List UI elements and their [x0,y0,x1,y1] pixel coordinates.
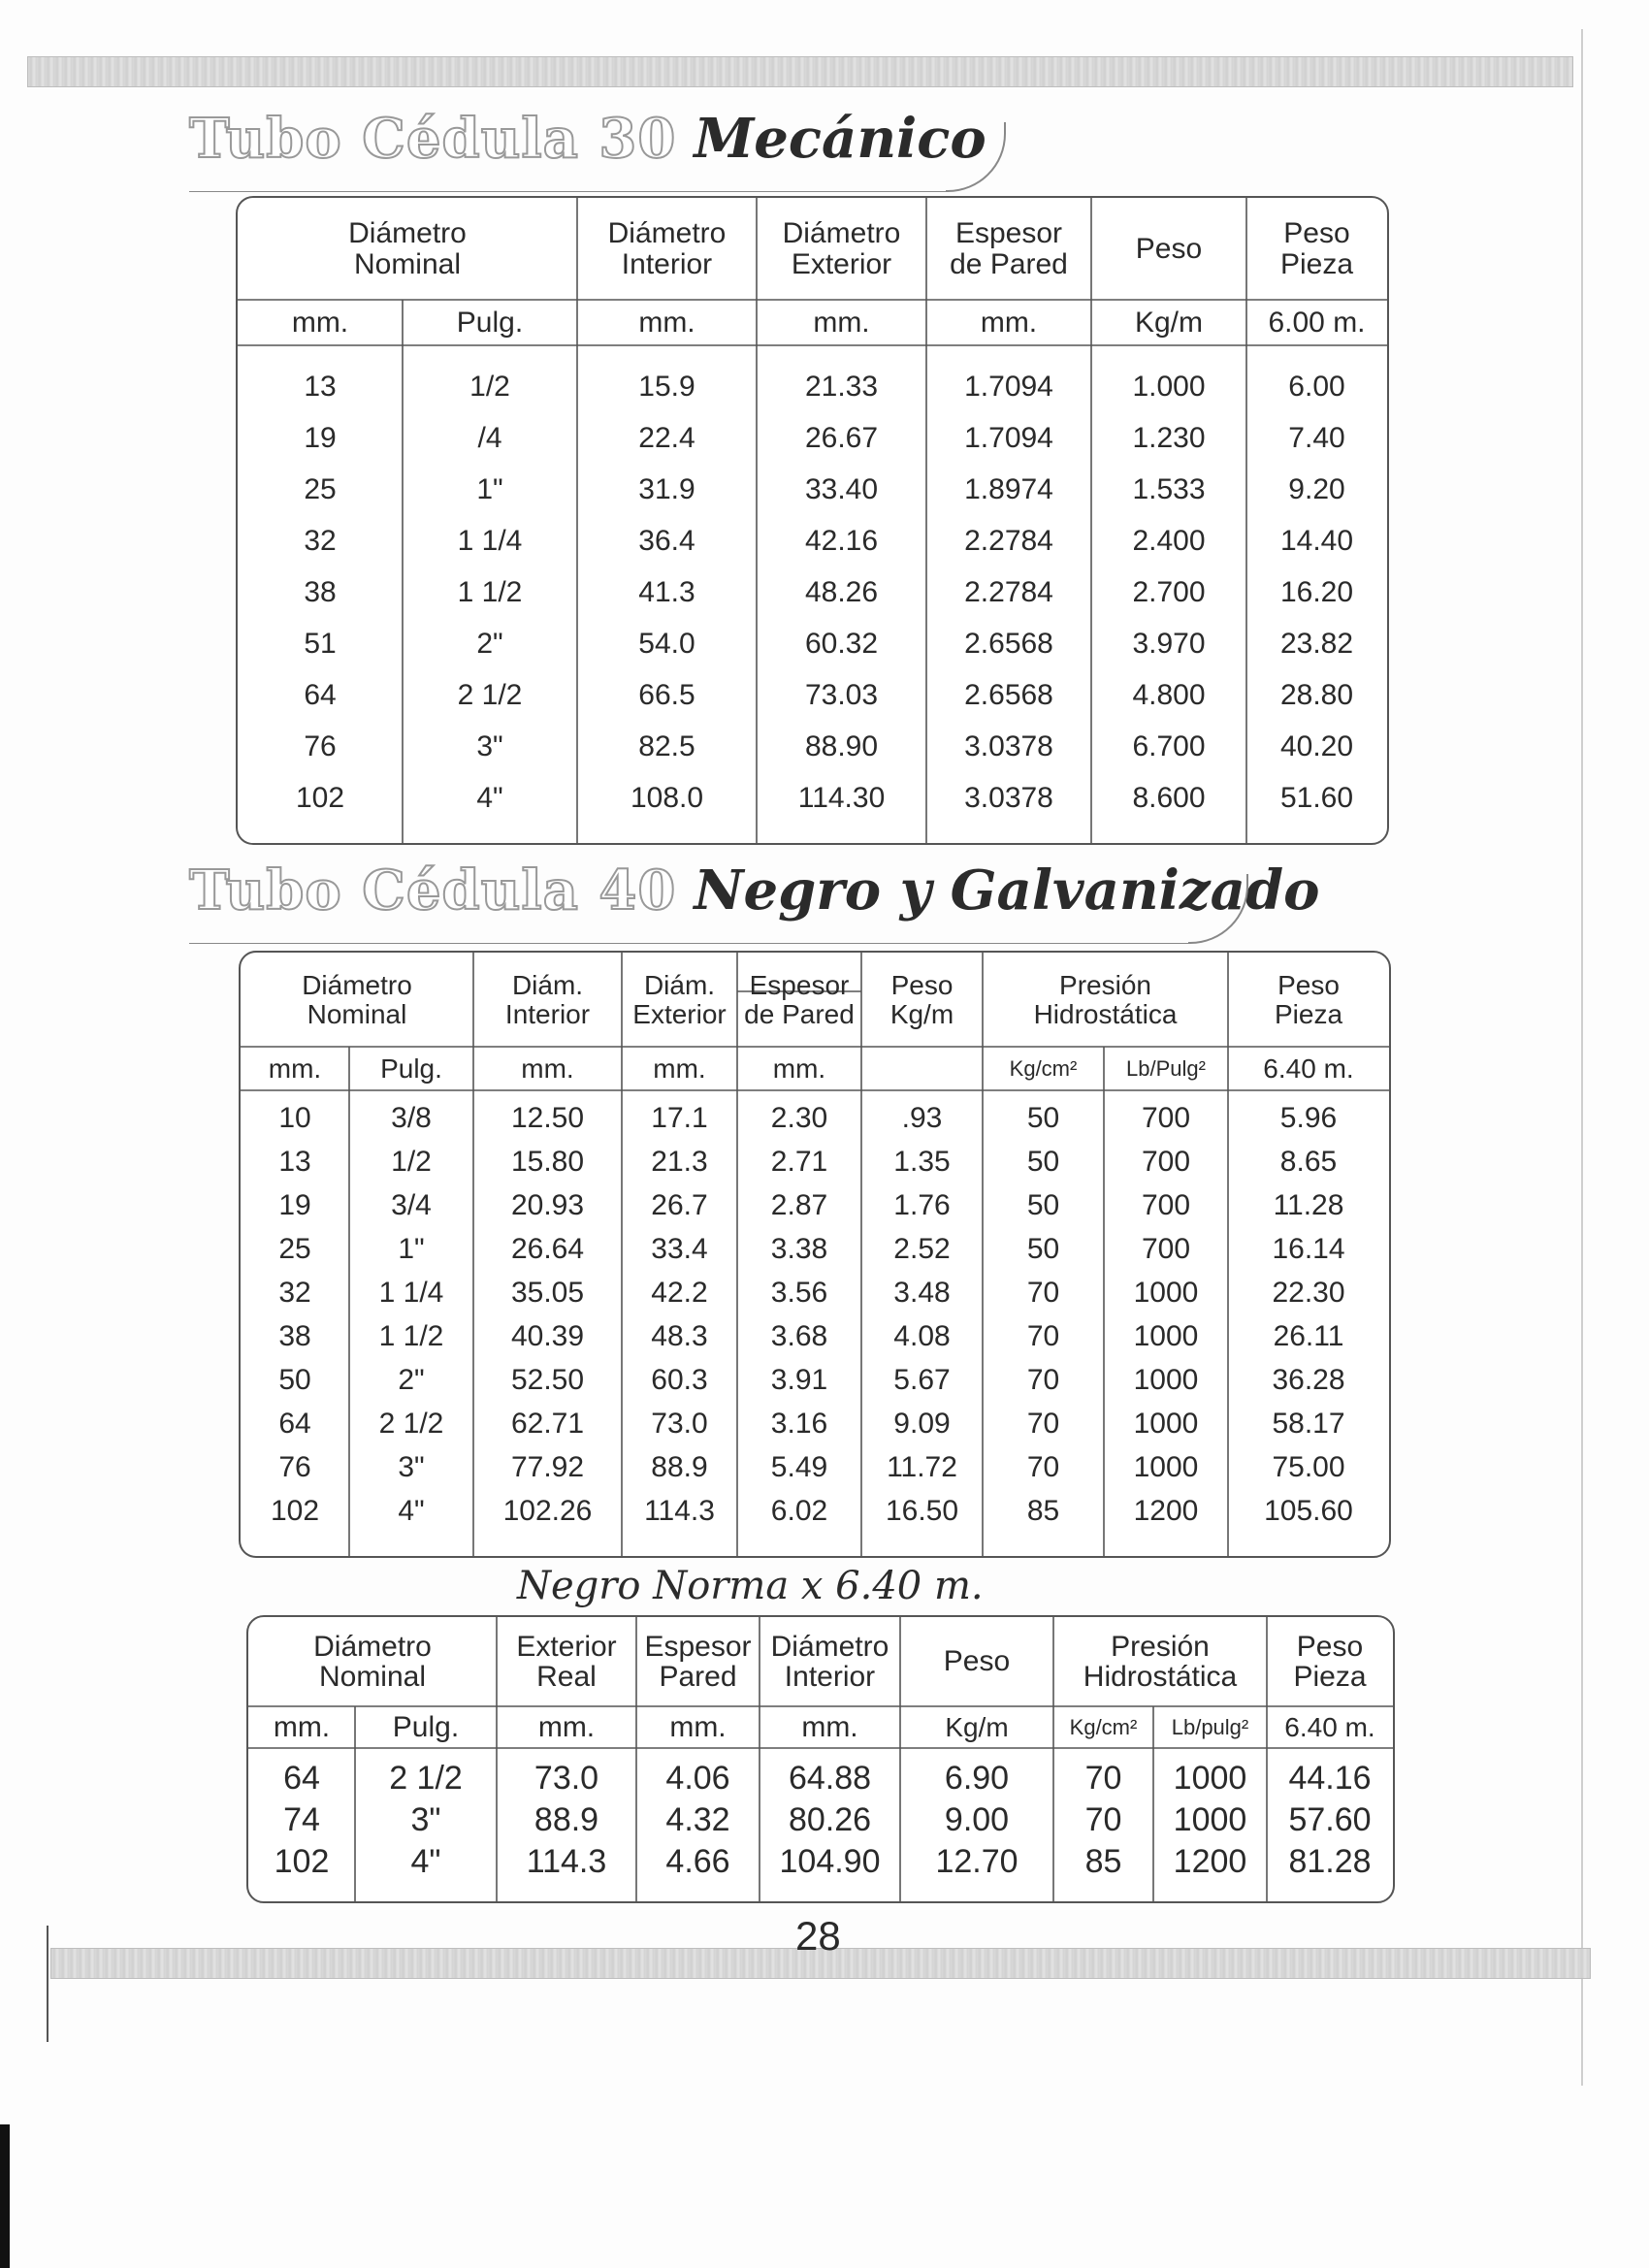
left-rule [47,1926,48,2042]
t2-cell: 70 [1026,1450,1060,1483]
t2-unit-3: mm. [653,1053,706,1084]
t2-cell: 4" [398,1494,425,1527]
t1-cell: 1 1/2 [457,575,523,608]
t2-cell: 3.16 [770,1407,828,1440]
t3-cell: 6.90 [944,1759,1010,1797]
t1-cell: 1.230 [1132,421,1206,454]
t1-cell: 13 [304,370,337,403]
t2-cell: 1.35 [893,1145,951,1178]
t2-cell: 11.28 [1273,1188,1344,1221]
t2-cell: 1.76 [893,1188,951,1221]
t2-cell: 17.1 [651,1101,708,1134]
t2-cell: 105.60 [1264,1494,1353,1527]
t3-cell: 4.66 [665,1842,730,1880]
t1-cell: 28.80 [1279,678,1354,711]
t2-header-3: Espesor de Pared [744,970,855,1029]
t2-cell: 3.68 [770,1319,828,1352]
t3-cell: 73.0 [534,1759,599,1797]
t2-cell: 1 1/4 [378,1276,444,1309]
t2-cell: 25 [278,1232,311,1265]
t1-cell: 15.9 [638,370,695,403]
t2-cell: .93 [901,1101,943,1134]
bottom-black-strip [0,2124,10,2268]
t2-cell: 22.30 [1272,1276,1345,1309]
t3-cell: 4" [410,1842,441,1880]
t3-cell: 9.00 [944,1800,1010,1838]
t1-cell: 1.7094 [964,421,1053,454]
t2-cell: 3/8 [391,1101,432,1134]
t2-cell: 700 [1141,1145,1191,1178]
t1-cell: 6.700 [1132,729,1206,762]
t1-cell: 76 [304,729,337,762]
t2-cell: 2 1/2 [378,1407,444,1440]
t2-cell: 1000 [1133,1407,1199,1440]
t1-cell: 1.8974 [964,472,1053,505]
t2-cell: 4.08 [893,1319,951,1352]
t2-cell: 3.48 [893,1276,951,1309]
t1-unit-1: Pulg. [456,306,524,339]
t3-cell: 64.88 [788,1759,872,1797]
t1-cell: 2.6568 [964,627,1053,660]
t3-header-0: Diámetro Nominal [313,1630,432,1693]
t1-cell: 3.0378 [964,781,1053,814]
t1-header-5: Peso Pieza [1279,217,1354,280]
t1-cell: 4.800 [1132,678,1206,711]
t2-cell: 10 [278,1101,311,1134]
t2-cell: 50 [1026,1145,1060,1178]
t1-cell: 31.9 [638,472,695,505]
section1-title [189,107,986,184]
t1-cell: 51.60 [1279,781,1354,814]
t2-unit-8: 6.40 m. [1263,1053,1354,1084]
t1-cell: /4 [477,421,502,454]
t2-cell: 16.14 [1272,1232,1345,1265]
t2-cell: 16.50 [885,1494,959,1527]
t2-cell: 15.80 [510,1145,585,1178]
t2-cell: 70 [1026,1319,1060,1352]
t2-cell: 1/2 [391,1145,432,1178]
t3-unit-2: mm. [537,1710,596,1743]
t1-cell: 3" [476,729,503,762]
t3-cell: 1000 [1173,1759,1247,1797]
t1-cell: 1/2 [469,370,510,403]
t2-cell: 38 [278,1319,311,1352]
t2-cell: 700 [1141,1101,1191,1134]
t3-cell: 1200 [1173,1842,1247,1880]
t2-cell: 3.56 [770,1276,828,1309]
t1-cell: 66.5 [638,678,695,711]
t1-cell: 48.26 [804,575,879,608]
t2-cell: 58.17 [1272,1407,1345,1440]
t1-cell: 23.82 [1279,627,1354,660]
t1-unit-2: mm. [638,306,695,339]
t2-cell: 33.4 [651,1232,708,1265]
t1-header-4: Peso [1135,232,1203,265]
t1-cell: 2.2784 [964,524,1053,557]
top-gray-band [27,56,1573,87]
t1-cell: 42.16 [804,524,879,557]
t3-unit-6: Kg/cm² [1069,1714,1138,1739]
t1-cell: 41.3 [638,575,695,608]
t2-cell: 73.0 [651,1407,708,1440]
t1-cell: 25 [304,472,337,505]
t2-cell: 700 [1141,1232,1191,1265]
t1-cell: 2.700 [1132,575,1206,608]
t1-cell: 1.000 [1132,370,1206,403]
t1-cell: 26.67 [804,421,879,454]
t3-header-4: Peso [943,1645,1011,1678]
t2-cell: 13 [278,1145,311,1178]
t3-cell: 70 [1084,1800,1122,1838]
t2-cell: 77.92 [510,1450,585,1483]
t3-cell: 12.70 [935,1842,1018,1880]
t2-header-2: Diám. Exterior [632,970,727,1029]
t2-cell: 26.11 [1273,1319,1344,1352]
t1-cell: 2.400 [1132,524,1206,557]
t2-cell: 50 [1026,1101,1060,1134]
t1-cell: 14.40 [1279,524,1354,557]
t3-cell: 4.32 [665,1800,730,1838]
t1-cell: 2 1/2 [457,678,523,711]
t1-cell: 33.40 [804,472,879,505]
t2-cell: 12.50 [510,1101,585,1134]
t3-cell: 88.9 [534,1800,599,1838]
t2-cell: 2.52 [893,1232,951,1265]
t1-cell: 54.0 [638,627,695,660]
t2-unit-6: Kg/cm² [1009,1055,1078,1081]
section1-title-main: Mecánico [694,107,986,171]
t2-cell: 8.65 [1279,1145,1338,1178]
t1-cell: 51 [304,627,337,660]
t2-cell: 6.02 [770,1494,828,1527]
t1-cell: 108.0 [630,781,704,814]
t2-header-1: Diám. Interior [504,970,591,1029]
table-cedula-30 [236,196,1389,845]
t1-cell: 32 [304,524,337,557]
t3-cell: 102 [274,1842,330,1880]
t1-header-0: Diámetro Nominal [348,217,467,280]
t1-cell: 1 1/4 [457,524,523,557]
t1-cell: 3.0378 [964,729,1053,762]
t2-cell: 36.28 [1272,1363,1345,1396]
t3-cell: 70 [1084,1759,1122,1797]
t1-cell: 16.20 [1279,575,1354,608]
t2-unit-7: Lb/Pulg² [1126,1055,1206,1081]
t1-unit-4: mm. [980,306,1038,339]
t1-cell: 2.2784 [964,575,1053,608]
t2-cell: 9.09 [893,1407,951,1440]
t2-cell: 1200 [1133,1494,1199,1527]
t1-cell: 73.03 [804,678,879,711]
t2-cell: 40.39 [510,1319,585,1352]
section1-title-ghost: Tubo Cédula 30 [189,107,677,171]
t1-header-1: Diámetro Interior [607,217,727,280]
t3-cell: 114.3 [526,1842,607,1880]
t3-cell: 104.90 [779,1842,881,1880]
t2-cell: 5.67 [893,1363,951,1396]
t1-cell: 3.970 [1132,627,1206,660]
t2-cell: 70 [1026,1363,1060,1396]
t3-unit-8: 6.40 m. [1284,1711,1375,1742]
t3-cell: 64 [283,1759,320,1797]
t3-cell: 74 [283,1800,320,1838]
t2-cell: 26.7 [651,1188,708,1221]
t1-unit-3: mm. [813,306,870,339]
t3-unit-1: Pulg. [392,1710,460,1743]
t1-cell: 19 [304,421,337,454]
t2-header-5: Presión Hidrostática [1033,970,1178,1029]
t1-cell: 60.32 [804,627,879,660]
t2-cell: 75.00 [1272,1450,1345,1483]
table-negro-norma [246,1615,1395,1903]
section2-title-main: Negro y Galvanizado [694,859,1320,923]
t3-cell: 1000 [1173,1800,1247,1838]
t1-cell: 1" [476,472,503,505]
t1-unit-5: Kg/m [1134,306,1204,339]
t2-cell: 5.96 [1279,1101,1338,1134]
t2-cell: 102 [270,1494,320,1527]
t2-cell: 3.38 [770,1232,828,1265]
t2-cell: 20.93 [510,1188,585,1221]
t2-cell: 1000 [1133,1319,1199,1352]
t3-unit-4: mm. [801,1710,858,1743]
t1-cell: 1.533 [1132,472,1206,505]
t2-unit-2: mm. [521,1053,574,1084]
t1-cell: 88.90 [804,729,879,762]
t2-cell: 1 1/2 [378,1319,444,1352]
t2-header-0: Diámetro Nominal [302,970,412,1029]
page-number: 28 [795,1913,841,1959]
t2-cell: 60.3 [651,1363,708,1396]
t1-cell: 64 [304,678,337,711]
t3-header-6: Peso Pieza [1293,1630,1367,1693]
t3-cell: 80.26 [788,1800,872,1838]
t1-header-3: Espesor de Pared [950,217,1068,280]
t3-unit-5: Kg/m [945,1711,1009,1742]
t3-header-3: Diámetro Interior [770,1630,889,1693]
t2-cell: 1000 [1133,1363,1199,1396]
t2-cell: 1000 [1133,1276,1199,1309]
t3-cell: 81.28 [1288,1842,1372,1880]
t2-cell: 114.3 [644,1494,715,1527]
t2-cell: 3.91 [770,1363,828,1396]
table-cedula-40 [239,951,1391,1558]
t3-unit-7: Lb/pulg² [1171,1714,1249,1739]
t2-header-6: Peso Pieza [1274,970,1343,1029]
t2-unit-4: mm. [772,1053,826,1084]
t2-cell: 3/4 [391,1188,432,1221]
t2-cell: 5.49 [770,1450,828,1483]
t3-cell: 57.60 [1288,1800,1372,1838]
t2-cell: 50 [1026,1232,1060,1265]
t2-cell: 42.2 [651,1276,708,1309]
t1-cell: 38 [304,575,337,608]
t2-cell: 35.05 [510,1276,585,1309]
t2-cell: 1000 [1133,1450,1199,1483]
t2-cell: 26.64 [510,1232,585,1265]
t2-cell: 2.87 [770,1188,828,1221]
t2-cell: 76 [278,1450,311,1483]
t2-cell: 70 [1026,1276,1060,1309]
t3-cell: 2 1/2 [389,1759,463,1797]
t3-unit-0: mm. [273,1710,331,1743]
t1-cell: 8.600 [1132,781,1206,814]
t2-unit-1: Pulg. [380,1053,442,1084]
t2-cell: 21.3 [651,1145,708,1178]
t2-cell: 70 [1026,1407,1060,1440]
t3-cell: 3" [410,1800,441,1838]
t1-cell: 36.4 [638,524,695,557]
t2-cell: 2.71 [770,1145,828,1178]
t2-cell: 50 [278,1363,311,1396]
t1-unit-6: 6.00 m. [1268,306,1366,339]
t1-cell: 4" [476,781,503,814]
t2-cell: 64 [278,1407,311,1440]
t2-cell: 1" [398,1232,425,1265]
t1-cell: 102 [295,781,345,814]
t2-cell: 11.72 [887,1450,957,1483]
t1-cell: 40.20 [1279,729,1354,762]
t2-cell: 52.50 [510,1363,585,1396]
t1-cell: 1.7094 [964,370,1053,403]
t2-cell: 48.3 [651,1319,708,1352]
t1-cell: 6.00 [1288,370,1345,403]
t2-cell: 50 [1026,1188,1060,1221]
t2-cell: 62.71 [510,1407,585,1440]
t2-cell: 85 [1026,1494,1060,1527]
t2-cell: 88.9 [651,1450,708,1483]
t2-header-4: Peso Kg/m [889,970,954,1029]
t1-cell: 9.20 [1288,472,1345,505]
t2-unit-0: mm. [268,1053,322,1084]
section3-title: Negro Norma x 6.40 m. [517,1564,984,1608]
section2-title-ghost: Tubo Cédula 40 [189,859,677,923]
t2-cell: 19 [278,1188,311,1221]
t3-cell: 85 [1084,1842,1122,1880]
section2-title [189,859,1319,936]
t1-cell: 82.5 [638,729,695,762]
t1-cell: 7.40 [1288,421,1345,454]
t1-unit-0: mm. [291,306,349,339]
t2-cell: 700 [1141,1188,1191,1221]
t2-cell: 2.30 [770,1101,828,1134]
t2-cell: 2" [398,1363,425,1396]
t1-cell: 2.6568 [964,678,1053,711]
t1-cell: 22.4 [638,421,695,454]
t3-header-1: Exterior Real [516,1630,617,1693]
t3-header-5: Presión Hidrostática [1083,1630,1238,1693]
t3-cell: 4.06 [665,1759,730,1797]
t2-cell: 3" [398,1450,425,1483]
t3-unit-3: mm. [669,1710,727,1743]
t2-cell: 32 [278,1276,311,1309]
t1-cell: 114.30 [797,781,886,814]
t2-cell: 102.26 [502,1494,593,1527]
t3-header-2: Espesor Pared [644,1630,752,1693]
t3-cell: 44.16 [1288,1759,1372,1797]
t1-cell: 2" [476,627,503,660]
t1-header-2: Diámetro Exterior [782,217,901,280]
t1-cell: 21.33 [804,370,879,403]
